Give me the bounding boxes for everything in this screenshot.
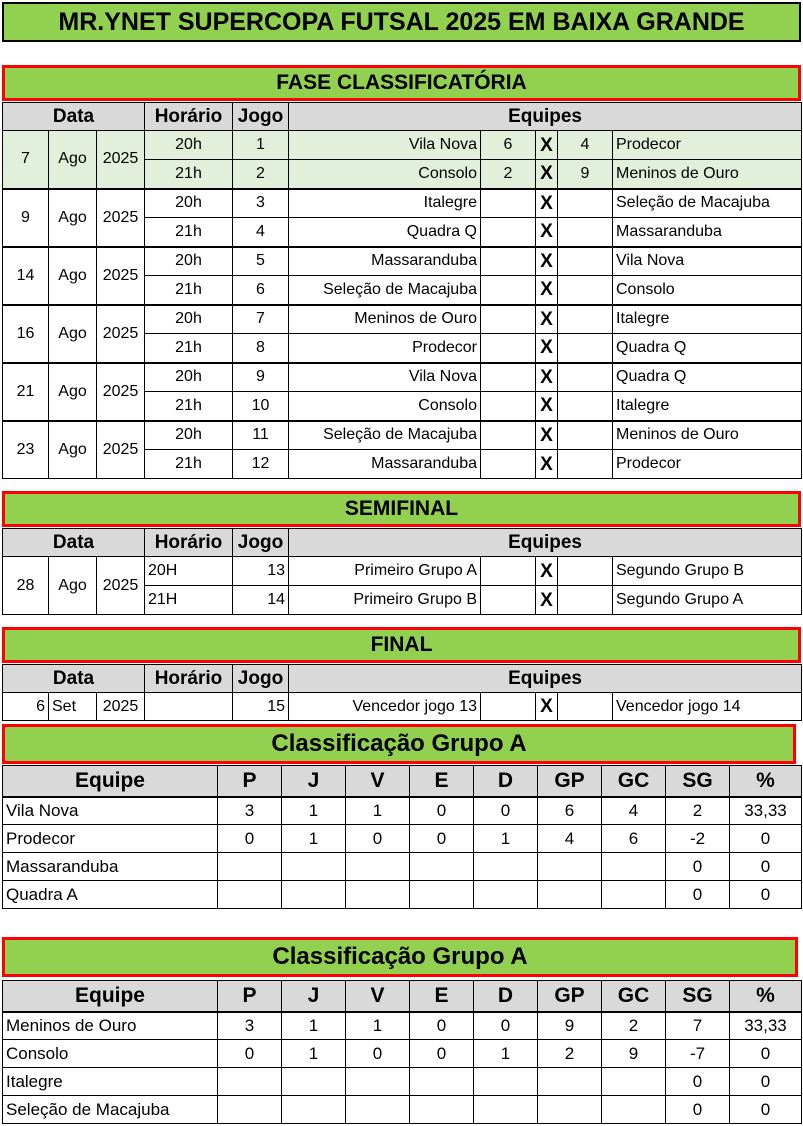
game-number: 1 [233,131,289,160]
home-team: Massaranduba [289,247,481,276]
stat-d [474,881,538,909]
game-time: 21h [145,218,233,247]
standings-col-header: D [474,981,538,1012]
stat-e [410,1068,474,1096]
home-score [481,276,536,305]
away-score [558,392,613,421]
home-score [481,586,536,615]
home-score [481,334,536,363]
home-team: Vencedor jogo 13 [289,693,481,721]
stat-pct: 33,33 [730,1012,802,1040]
stat-d [474,1068,538,1096]
stat-pct: 33,33 [730,797,802,825]
game-number: 11 [233,421,289,450]
home-team: Meninos de Ouro [289,305,481,334]
versus-mark: X [536,160,558,189]
stat-sg: 7 [666,1012,730,1040]
home-score: 6 [481,131,536,160]
away-score: 9 [558,160,613,189]
home-team: Seleção de Macajuba [289,421,481,450]
away-team: Segundo Grupo B [613,557,802,586]
stat-sg: -2 [666,825,730,853]
standings-col-header: GP [538,766,602,797]
team-name: Prodecor [3,825,218,853]
col-header-horario: Horário [145,103,233,131]
stat-e: 0 [410,825,474,853]
group-standings-table [2,765,802,909]
team-name: Meninos de Ouro [3,1012,218,1040]
stat-d: 0 [474,797,538,825]
stat-v: 0 [346,1040,410,1068]
standings-col-header: P [218,766,282,797]
final-table [2,664,802,721]
home-team: Consolo [289,392,481,421]
game-number: 6 [233,276,289,305]
col-header-jogo: Jogo [233,529,289,557]
game-time: 21h [145,160,233,189]
home-score [481,421,536,450]
group-standings-header [2,937,798,977]
away-team: Prodecor [613,450,802,479]
stat-d: 0 [474,1012,538,1040]
date-day: 9 [3,189,49,247]
standings-row [3,797,802,825]
game-time: 21h [145,450,233,479]
game-number: 13 [233,557,289,586]
stat-p [218,1068,282,1096]
away-score [558,586,613,615]
final-day: 6 [3,693,49,721]
standings-col-header: J [282,766,346,797]
versus-mark: X [536,392,558,421]
away-team: Segundo Grupo A [613,586,802,615]
stat-pct: 0 [730,881,802,909]
standings-col-header: J [282,981,346,1012]
table-row [3,247,802,276]
stat-e [410,1096,474,1124]
standings-row [3,1096,802,1124]
standings-col-header: Equipe [3,981,218,1012]
fase-classificatoria-table [2,102,802,479]
stat-gp: 4 [538,825,602,853]
stat-sg: 0 [666,881,730,909]
home-team: Quadra Q [289,218,481,247]
away-score [558,334,613,363]
game-time: 20h [145,305,233,334]
game-number: 10 [233,392,289,421]
stat-v [346,1096,410,1124]
page-title [2,2,801,42]
game-time: 21H [145,586,233,615]
game-number: 8 [233,334,289,363]
standings-row [3,825,802,853]
stat-gp [538,1068,602,1096]
standings-col-header: E [410,766,474,797]
stat-d: 1 [474,825,538,853]
stat-e [410,881,474,909]
versus-mark: X [536,218,558,247]
table-row [3,189,802,218]
semifinal-header [2,491,801,527]
standings-col-header: GC [602,981,666,1012]
date-month: Ago [49,131,97,189]
home-team: Massaranduba [289,450,481,479]
col-header-jogo: Jogo [233,665,289,693]
standings-col-header: Equipe [3,766,218,797]
date-day: 16 [3,305,49,363]
game-number: 5 [233,247,289,276]
away-team: Quadra Q [613,334,802,363]
away-team: Seleção de Macajuba [613,189,802,218]
stat-j: 1 [282,825,346,853]
date-day: 21 [3,363,49,421]
table-row [3,305,802,334]
date-year: 2025 [97,189,145,247]
standings-col-header: % [730,766,802,797]
game-time: 20h [145,131,233,160]
away-team: Quadra Q [613,363,802,392]
semi-month: Ago [49,557,97,615]
stat-pct: 0 [730,853,802,881]
stat-gc [602,1068,666,1096]
home-team: Primeiro Grupo B [289,586,481,615]
game-time: 21h [145,392,233,421]
stat-p [218,881,282,909]
stat-j: 1 [282,797,346,825]
stat-v [346,881,410,909]
semifinal-title: SEMIFINAL [344,497,459,520]
stat-v: 0 [346,825,410,853]
home-score: 2 [481,160,536,189]
away-score [558,557,613,586]
versus-mark: X [536,421,558,450]
home-team: Italegre [289,189,481,218]
home-score [481,557,536,586]
table-row [3,421,802,450]
versus-mark: X [536,305,558,334]
semi-year: 2025 [97,557,145,615]
game-time: 20h [145,421,233,450]
game-number: 9 [233,363,289,392]
versus-mark: X [536,131,558,160]
stat-e: 0 [410,1012,474,1040]
team-name: Consolo [3,1040,218,1068]
table-row [3,693,802,721]
group-standings-header [2,724,796,764]
away-score [558,189,613,218]
date-day: 14 [3,247,49,305]
date-month: Ago [49,421,97,479]
team-name: Quadra A [3,881,218,909]
game-number: 4 [233,218,289,247]
group-standings-table [2,980,802,1124]
away-team: Consolo [613,276,802,305]
stat-gc [602,853,666,881]
col-header-equipes: Equipes [289,103,802,131]
date-year: 2025 [97,131,145,189]
stat-sg: 0 [666,853,730,881]
stat-gc [602,1096,666,1124]
team-name: Italegre [3,1068,218,1096]
stat-gc: 2 [602,1012,666,1040]
col-header-jogo: Jogo [233,103,289,131]
home-score [481,392,536,421]
final-header [2,627,801,663]
stat-v: 1 [346,797,410,825]
group-title: Classificação Grupo A [272,943,528,970]
home-score [481,693,536,721]
stat-sg: 0 [666,1068,730,1096]
away-score [558,247,613,276]
stat-e: 0 [410,797,474,825]
final-month: Set [49,693,97,721]
semi-day: 28 [3,557,49,615]
stat-gp: 9 [538,1012,602,1040]
date-year: 2025 [97,363,145,421]
table-row [3,363,802,392]
final-year: 2025 [97,693,145,721]
stat-p [218,853,282,881]
home-score [481,363,536,392]
away-score [558,421,613,450]
stat-j [282,1068,346,1096]
away-team: Vila Nova [613,247,802,276]
col-header-horario: Horário [145,529,233,557]
away-team: Prodecor [613,131,802,160]
stat-pct: 0 [730,1040,802,1068]
home-score [481,189,536,218]
stat-gc: 4 [602,797,666,825]
team-name: Seleção de Macajuba [3,1096,218,1124]
group-title: Classificação Grupo A [271,730,527,757]
stat-j [282,853,346,881]
versus-mark: X [536,189,558,218]
stat-gc: 6 [602,825,666,853]
standings-row [3,1068,802,1096]
game-time: 20h [145,189,233,218]
fase-title: FASE CLASSIFICATÓRIA [276,71,527,94]
versus-mark: X [536,363,558,392]
stat-sg: -7 [666,1040,730,1068]
table-row [3,131,802,160]
team-name: Massaranduba [3,853,218,881]
col-header-horario: Horário [145,665,233,693]
stat-p: 3 [218,1012,282,1040]
stat-p: 3 [218,797,282,825]
away-team: Vencedor jogo 14 [613,693,802,721]
standings-col-header: SG [666,766,730,797]
stat-gp [538,1096,602,1124]
stat-gp: 2 [538,1040,602,1068]
away-team: Italegre [613,305,802,334]
stat-sg: 0 [666,1096,730,1124]
game-number: 15 [233,693,289,721]
standings-row [3,881,802,909]
standings-row [3,1012,802,1040]
standings-col-header: GP [538,981,602,1012]
page-title-text: MR.YNET SUPERCOPA FUTSAL 2025 EM BAIXA GRANDE [58,7,745,36]
standings-col-header: P [218,981,282,1012]
date-day: 23 [3,421,49,479]
versus-mark: X [536,247,558,276]
standings-row [3,853,802,881]
stat-pct: 0 [730,1096,802,1124]
standings-col-header: E [410,981,474,1012]
home-team: Primeiro Grupo A [289,557,481,586]
home-team: Vila Nova [289,131,481,160]
away-score [558,363,613,392]
semifinal-table [2,528,802,615]
date-year: 2025 [97,421,145,479]
date-year: 2025 [97,305,145,363]
stat-gp [538,853,602,881]
stat-p [218,1096,282,1124]
home-team: Seleção de Macajuba [289,276,481,305]
stat-pct: 0 [730,825,802,853]
date-day: 7 [3,131,49,189]
away-score [558,305,613,334]
game-time: 21h [145,334,233,363]
home-team: Consolo [289,160,481,189]
stat-j: 1 [282,1040,346,1068]
away-score [558,693,613,721]
game-time [145,693,233,721]
game-number: 12 [233,450,289,479]
standings-col-header: V [346,766,410,797]
stat-gp [538,881,602,909]
stat-gp: 6 [538,797,602,825]
fase-classificatoria-header [2,65,801,101]
home-score [481,247,536,276]
date-month: Ago [49,189,97,247]
col-header-equipes: Equipes [289,665,802,693]
game-number: 3 [233,189,289,218]
away-team: Meninos de Ouro [613,421,802,450]
versus-mark: X [536,334,558,363]
standings-row [3,1040,802,1068]
final-title: FINAL [370,633,433,656]
versus-mark: X [536,586,558,615]
stat-d: 1 [474,1040,538,1068]
versus-mark: X [536,693,558,721]
standings-header-row [3,981,802,1012]
date-month: Ago [49,363,97,421]
away-team: Meninos de Ouro [613,160,802,189]
game-time: 21h [145,276,233,305]
col-header-equipes: Equipes [289,529,802,557]
away-score [558,276,613,305]
standings-header-row [3,766,802,797]
standings-col-header: V [346,981,410,1012]
home-score [481,450,536,479]
versus-mark: X [536,557,558,586]
stat-p: 0 [218,825,282,853]
home-team: Vila Nova [289,363,481,392]
away-score [558,218,613,247]
stat-e [410,853,474,881]
table-row [3,557,802,586]
date-year: 2025 [97,247,145,305]
away-team: Massaranduba [613,218,802,247]
stat-e: 0 [410,1040,474,1068]
stat-j [282,881,346,909]
team-name: Vila Nova [3,797,218,825]
col-header-data: Data [3,103,145,131]
standings-col-header: % [730,981,802,1012]
versus-mark: X [536,276,558,305]
stat-j: 1 [282,1012,346,1040]
date-month: Ago [49,305,97,363]
away-team: Italegre [613,392,802,421]
stat-gc: 9 [602,1040,666,1068]
stat-pct: 0 [730,1068,802,1096]
versus-mark: X [536,450,558,479]
game-number: 14 [233,586,289,615]
stat-d [474,853,538,881]
standings-col-header: SG [666,981,730,1012]
stat-j [282,1096,346,1124]
stat-d [474,1096,538,1124]
game-number: 7 [233,305,289,334]
home-team: Prodecor [289,334,481,363]
stat-v [346,1068,410,1096]
standings-col-header: GC [602,766,666,797]
game-number: 2 [233,160,289,189]
col-header-data: Data [3,665,145,693]
away-score [558,450,613,479]
date-month: Ago [49,247,97,305]
standings-col-header: D [474,766,538,797]
stat-sg: 2 [666,797,730,825]
game-time: 20H [145,557,233,586]
game-time: 20h [145,363,233,392]
stat-v [346,853,410,881]
col-header-data: Data [3,529,145,557]
stat-gc [602,881,666,909]
stat-p: 0 [218,1040,282,1068]
home-score [481,218,536,247]
stat-v: 1 [346,1012,410,1040]
home-score [481,305,536,334]
away-score: 4 [558,131,613,160]
game-time: 20h [145,247,233,276]
